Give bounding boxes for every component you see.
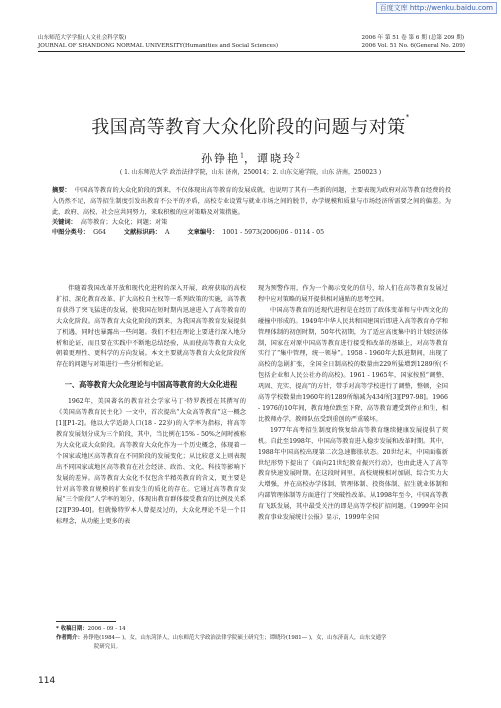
body-paragraph: 1962年，美国著名的教育社会学家马丁·特罗教授在其撰写的《美国高等教育民主化》一文中，首次提出“大众高等教育”这一概念[1][P1-2]。他以大学适龄人口(18 - 22岁)的入学率为指标，将高等教育发展划分成为三个阶段，其中，当比例在15% - 50%之间时被称为大众化或大众阶段。高等教育大众化作为一个历史概念，体现着一个国家或地区高等教育在不同阶段的发展变化；从比较意义上则表现出不同国家或地区高等教育在社会经济、政治、文化、科技等影响下发展的差异。高等教育大众化不仅包含半精英教育的含义，更主要是针对高等教育规模的扩张而发生的质化的存在。它通过高等教育发展“三个阶段”人学率的划分，体现出教育群体接受教育的比例及关系[2][P39-40]。但就像特罗本人曾提及过的，大众化理论不是一个目标理念，从功能上更多的表: [56, 398, 246, 526]
author-1-sup: 1: [240, 152, 244, 160]
author-separator: ，: [244, 152, 257, 165]
journal-name-cn: 山东师范大学学报(人文社会科学版): [38, 35, 127, 41]
author-2-sup: 2: [296, 152, 300, 160]
body-paragraph: 1977年高考招生制度的恢复给高等教育继续健康发展提供了契机。自此至1998年，中国高等教育进入稳步发展和改革时期。其中，1988年中国高校出现第二次急速膨胀状态。20世纪末，中国面临新世纪形势下提出了《面向21世纪教育振兴行动》，也由此进入了高等教育快速发展时期。在这段时间里，高校规模相对加剧，综合实力大大增强，并在高校办学体制、管理体制、投资体制、招生就业体制和内部管理体制等方面进行了突破性改革。从1998年至今，中国高等教育飞跃发展，其中最受关注的即是高等学校扩招问题。《1999年全国教育事业发展统计公报》显示，1999年全国: [258, 426, 448, 522]
title-footnote-mark: *: [405, 113, 410, 121]
article-number-value: 1001 - 5973(2006)06 - 0114 - 05: [222, 229, 325, 237]
abstract-block: [52, 186, 451, 238]
author-bio-text: 孙铮艳(1984— )，女，山东菏泽人，山东师范大学政治法律学院硕士研究生；谭晓玲(1981— )，女，山东济南人，山东交通学: [82, 635, 387, 641]
abstract-label: 摘要：: [52, 187, 71, 194]
abstract-paragraph: [52, 186, 451, 218]
journal-name-en: JOURNAL OF SHANDONG NORMAL UNIVERSITY(Humanities and Social Sciences): [38, 43, 279, 49]
section-heading: 一、高等教育大众化理论与中国高等教育的大众化进程: [64, 380, 238, 390]
issue-info-en: 2006 Vol. 51 No. 6(General No. 209): [361, 43, 465, 49]
received-date-line: [56, 625, 451, 634]
doc-code-value: A: [165, 229, 170, 237]
body-column-left: [56, 284, 246, 528]
author-bio-label: 作者简介：: [56, 635, 83, 641]
paper-title: [0, 113, 501, 139]
body-paragraph: 伴随着我国改革开放和现代化进程的深入开展，政府获取的高校扩招、深化教育改革、扩大高校自主权等一系列政策的实施，高等教育获得了突飞猛进的发展，使我国在短时期内迅速进入了高等教育的大众化阶段。高等教育大众化阶段的到来，为我国高等教育发展提供了机遇，同时也暴露出一些问题。我们不但在理论上要进行深入地分析和论证，而且要在实践中不断地总结经验，从而使高等教育大众化朝着更理性、更科学的方向发展。本文主要就高等教育大众化阶段所存在的问题与对策进行一些分析和论证。: [56, 285, 246, 369]
author-bio-continuation: 院研究员。: [94, 644, 121, 650]
clc-label: 中图分类号：: [52, 229, 90, 237]
page-number: 114: [38, 676, 56, 686]
author-bio-line: [56, 634, 451, 643]
author-2: 谭晓玲: [257, 152, 296, 165]
classification-line: [52, 228, 451, 238]
body-paragraph: 中国高等教育的近现代进程是在经历了政体变革和与中西文化的碰撞中形成的。1949年中华人民共和国建国后即进入高等教育办学和管理体制的初创时期，50年代初期，为了适应高度集中的计划经济体制，国家在对原中国高等教育进行接受和改革的基础上，对高等教育实行了“集中管理，统一领导”。1958 - 1960年大跃进期间，出现了高校的急剧扩张，全国全日制高校的数量由229所猛增到1289所(不包括企业和人民公社办的高校)。1961 - 1965年，国家按照“调整、巩固、充实、提高”的方针，带手对高等学校进行了调整，整顿，全国高等学校数量由1960年的1289所缩减为434所[3][P97-98]。1966 - 1976的10年间，教育地位跌至下降，高等教育遭受到停止和生，相比教师办学，教师队伍受到重创的严重破坏。: [258, 306, 448, 423]
watermark-badge: 百度文库 http://wenku.baidu.com: [376, 2, 497, 14]
article-number-label: 文章编号：: [187, 229, 219, 237]
body-column-right: [258, 284, 448, 524]
author-line: [0, 150, 501, 166]
header-right: [362, 34, 465, 50]
body-paragraph: 现为预警作用，作为一个揭示变化的信号，给人们在高等教育发展过程中应对策略的展开提供相对通贴的思考空间。: [258, 285, 448, 303]
header-rule: [38, 51, 465, 52]
keywords-label: 关键词：: [52, 219, 77, 227]
clc-value: G64: [93, 229, 106, 237]
keywords: 高等教育；大众化；问题；对策: [80, 219, 168, 227]
header-left: [38, 34, 278, 50]
received-label: * 收稿日期：: [56, 626, 88, 632]
footnote: [56, 625, 451, 652]
paper-title-text: 我国高等教育大众化阶段的问题与对策: [91, 117, 406, 138]
keywords-line: [52, 218, 451, 228]
author-1: 孙铮艳: [201, 152, 241, 165]
affiliation: ( 1. 山东师范大学 政治法律学院，山东 济南，250014；2. 山东交通学院，山东 济南，250023 ): [119, 169, 382, 176]
abstract-text: 中国高等教育的大众化阶段的到来，不仅体现出高等教育的发展成就，也说明了其有一些新的问题，主要表现为政府对高等教育经费的投入仍然不足，高等招生制度引发出教育不公平的矛盾，高校专业设置与就业市场之间的脱节，办学规模和质量与市场经济所需要之间的偏差。为此，政府、高校、社会应共同努力，来取积极的应对策略及对策措施。: [52, 187, 452, 216]
doc-code-label: 文献标识码：: [123, 229, 162, 237]
issue-info-cn: 2006 年 第 51 卷 第 6 期 (总第 209 期): [361, 35, 465, 41]
footnote-rule: [56, 621, 116, 622]
received-date: 2006 - 09 - 14: [87, 626, 126, 632]
